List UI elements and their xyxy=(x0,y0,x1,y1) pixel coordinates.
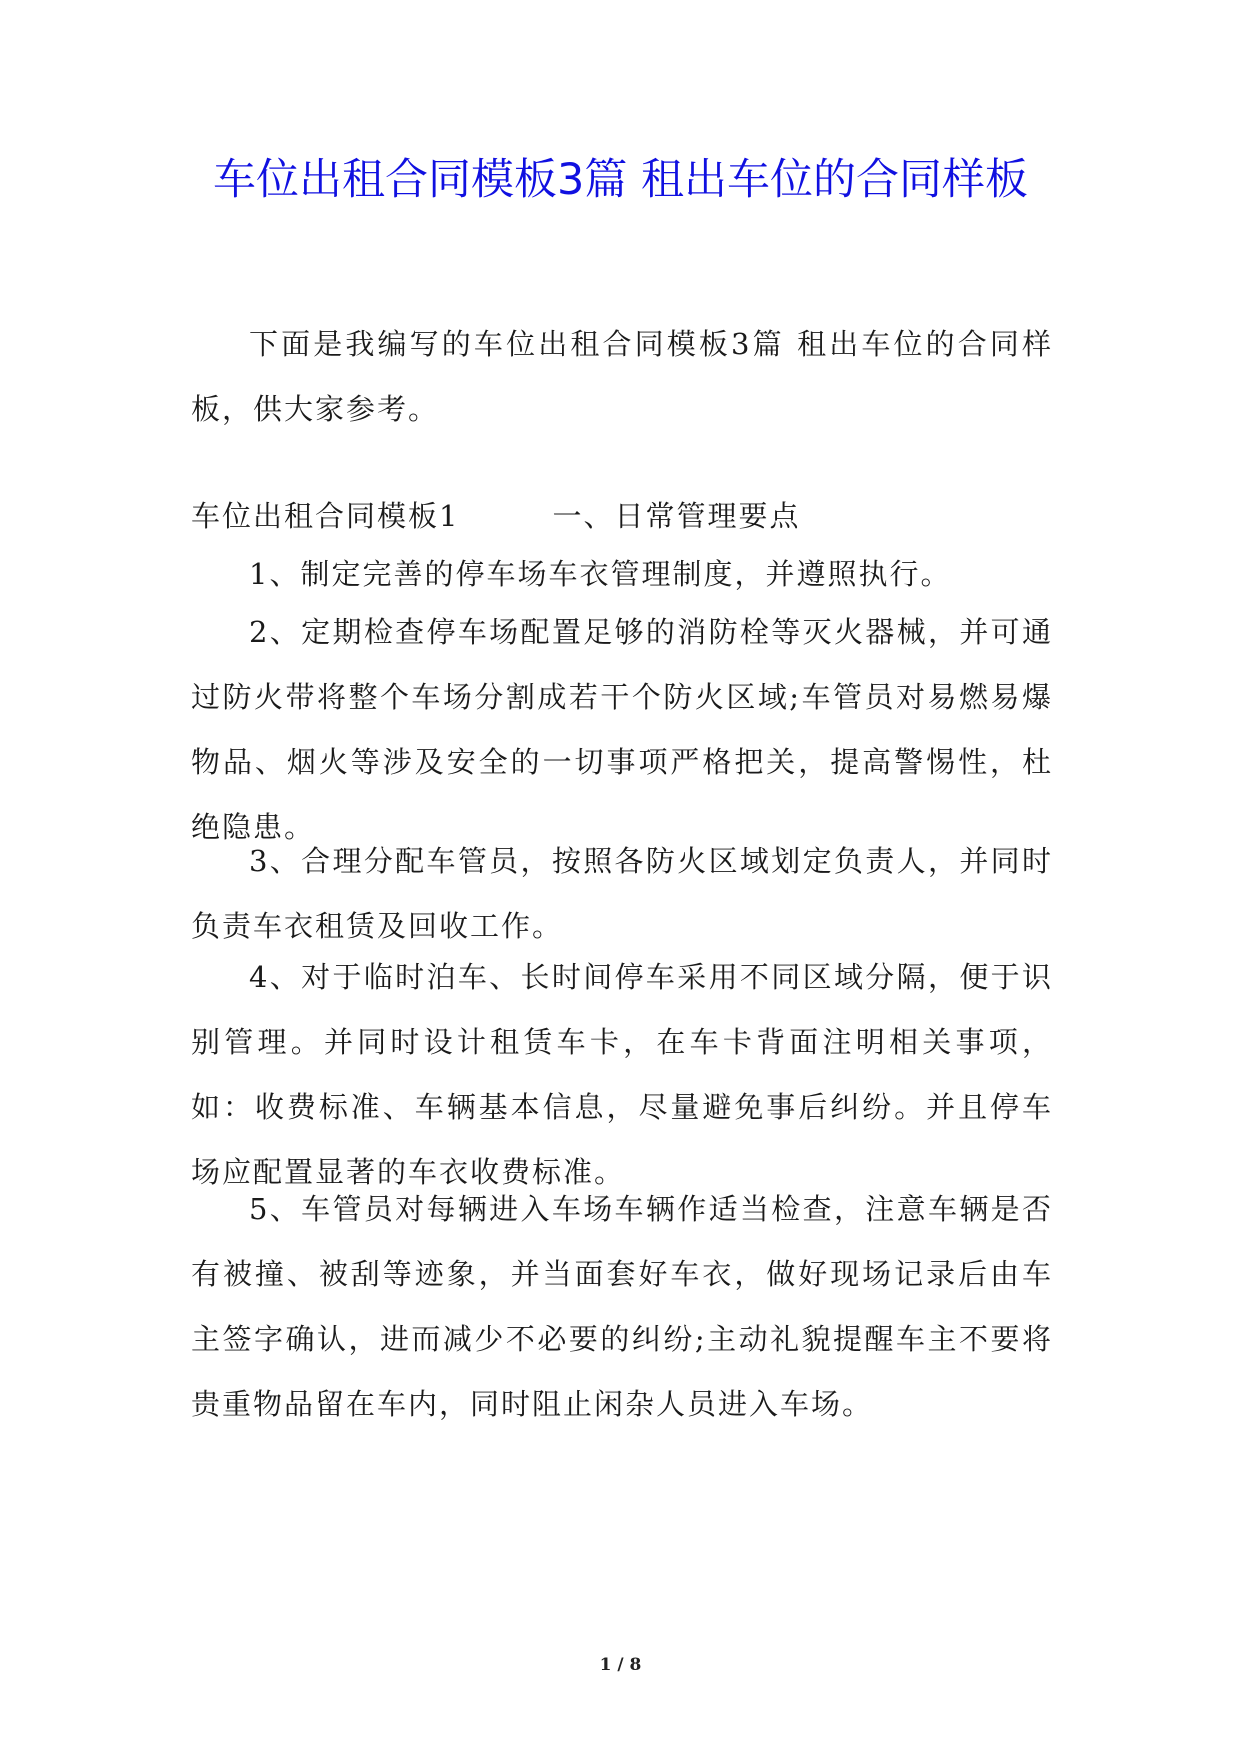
page-indicator: 1 / 8 xyxy=(599,1655,642,1675)
list-item: 2、定期检查停车场配置足够的消防栓等灭火器械，并可通过防火带将整个车场分割成若干个防火区域;车管员对易燃易爆物品、烟火等涉及安全的一切事项严格把关，提高警惕性，杜绝隐患。 xyxy=(191,615,1053,844)
document-title: 车位出租合同模板3篇 租出车位的合同样板 xyxy=(212,155,1029,205)
list-item: 4、对于临时泊车、长时间停车采用不同区域分隔，便于识别管理。并同时设计租赁车卡，在车卡背面注明相关事项，如：收费标准、车辆基本信息，尽量避免事后纠纷。并且停车场应配置显著的车衣收费标准。 xyxy=(191,960,1053,1189)
list-item: 3、合理分配车管员，按照各防火区域划定负责人，并同时负责车衣租赁及回收工作。 xyxy=(191,844,1053,943)
section-heading: 车位出租合同模板1 一、日常管理要点 xyxy=(191,499,801,533)
intro-paragraph: 下面是我编写的车位出租合同模板3篇 租出车位的合同样板，供大家参考。 xyxy=(191,327,1053,426)
list-item: 5、车管员对每辆进入车场车辆作适当检查，注意车辆是否有被撞、被刮等迹象，并当面套好车衣，做好现场记录后由车主签字确认，进而减少不必要的纠纷;主动礼貌提醒车主不要将贵重物品留在车内，同时阻止闲杂人员进入车场。 xyxy=(191,1192,1053,1421)
list-item: 1、制定完善的停车场车衣管理制度，并遵照执行。 xyxy=(249,557,952,591)
